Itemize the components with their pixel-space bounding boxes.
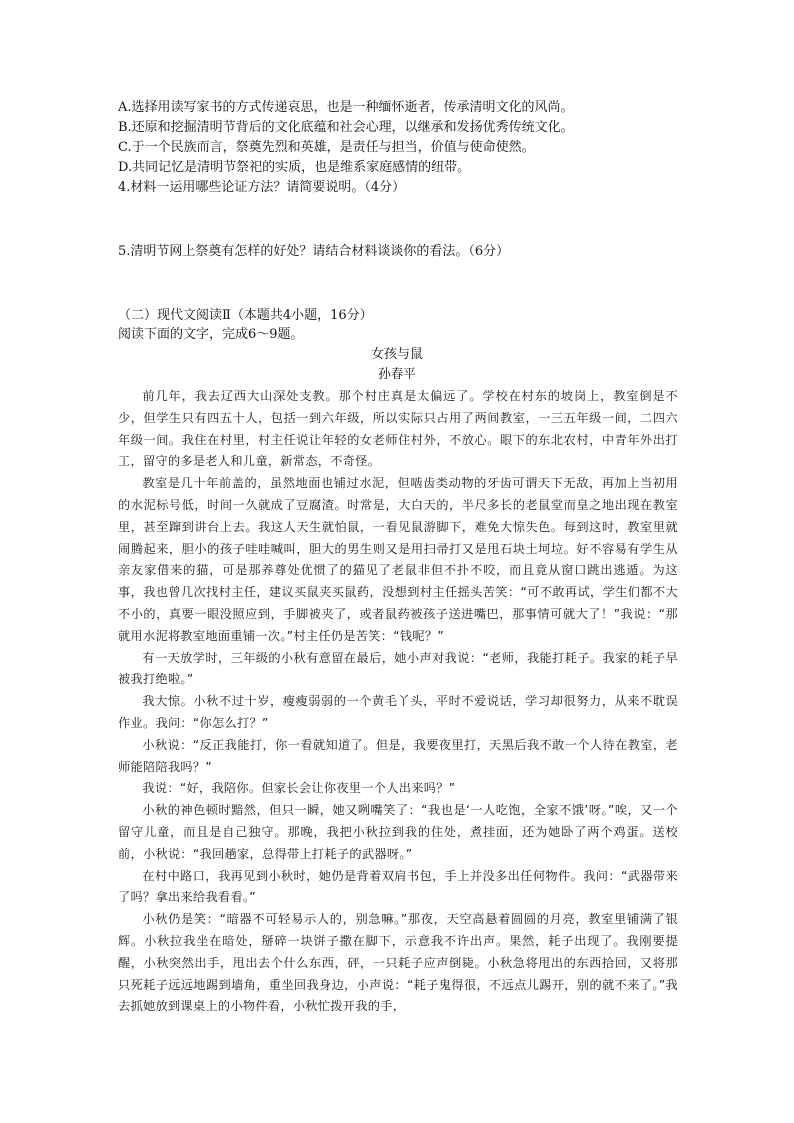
option-b: B.还原和挖掘清明节背后的文化底蕴和社会心理，以继承和发扬优秀传统文化。: [118, 120, 574, 135]
story-paragraph-6: 我说：“好，我陪你。但家长会让你夜里一个人出来吗？”: [142, 781, 456, 796]
story-paragraph-2: 教室是几十年前盖的，虽然地面也铺过水泥，但啮齿类动物的牙齿可谓天下无敌，再加上当初用的水泥标号低，时间一久就成了豆腐渣。时常是，大白天的，半尺多长的老鼠堂而皇之地出现在教室里，甚至蹿到讲台上去。我这人天生就怕鼠，一看见鼠游脚下，难免大惊失色。每到这时，教室里就闹腾起来，胆小的孩子哇哇喊叫，胆大的男生则又是用扫帚打又是甩石块土坷垃。好不容易有学生从亲友家借来的猫，可是那养尊处优惯了的猫见了老鼠非但不扑不咬，而且竟从窗口跳出逃遁。为这事，我也曾几次找村主任，建议买鼠夹买鼠药，没想到村主任摇头苦笑：“可不敢再试，学生们都不大不小的，真要一眼没照应到，手脚被夹了，或者鼠药被孩子送进嘴巴，那事情可就大了！”我说：“那就用水泥将教室地面重铺一次。”村主任仍是苦笑：“钱呢？”: [118, 476, 678, 643]
story-paragraph-4: 我大惊。小秋不过十岁，瘦瘦弱弱的一个黄毛丫头，平时不爱说话，学习却很努力，从来不耽误作业。我问：“你怎么打？”: [118, 694, 678, 730]
section-heading: （二）现代文阅读Ⅱ（本题共4小题，16分）: [118, 308, 373, 323]
story-paragraph-8: 在村中路口，我再见到小秋时，她仍是背着双肩书包，手上并没多出任何物件。我问：“武器带来了吗？拿出来给我看看。”: [118, 868, 678, 905]
story-title: 女孩与鼠: [370, 347, 423, 362]
question-5: 5.清明节网上祭奠有怎样的好处？请结合材料谈谈你的看法。（6分）: [118, 244, 510, 259]
option-d: D.共同记忆是清明节祭祀的实质，也是维系家庭感情的纽带。: [118, 160, 471, 175]
story-paragraph-5: 小秋说：“反正我能打，你一看就知道了。但是，我要夜里打，天黑后我不敢一个人待在教室，老师能陪陪我吗？”: [118, 737, 678, 774]
story-paragraph-9: 小秋仍是笑：“暗器不可轻易示人的，别急嘛。”那夜，天空高悬着圆圆的月亮，教室里铺满了银辉。小秋拉我坐在暗处，掰碎一块饼子撒在脚下，示意我不许出声。果然，耗子出现了。我刚要提醒，小秋突然出手，甩出去个什么东西，砰，一只耗子应声倒毙。小秋急将甩出的东西拾回，又将那只死耗子远远地踢到墙角，重坐回我身边，小声说：“耗子鬼得很，不远点儿踢开，别的就不来了。”我去抓她放到课桌上的小物件看，小秋忙拨开我的手，: [118, 912, 678, 1014]
story-paragraph-7: 小秋的神色顿时黯然，但只一瞬，她又咧嘴笑了：“我也是‘一人吃饱，全家不饿’呀。”唉，又一个留守儿童，而且是自己独守。那晚，我把小秋拉到我的住处，煮挂面，还为她卧了两个鸡蛋。送校前，小秋说：“我回趟家，总得带上打耗子的武器呀。”: [118, 803, 678, 861]
section-instruction: 阅读下面的文字，完成6～9题。: [118, 327, 304, 342]
question-4: 4.材料一运用哪些论证方法？请简要说明。（4分）: [118, 180, 406, 195]
story-paragraph-3: 有一天放学时，三年级的小秋有意留在最后，她小声对我说：“老师，我能打耗子。我家的耗子早被我打绝啦。”: [118, 650, 678, 687]
option-a: A.选择用读写家书的方式传递哀思，也是一种缅怀逝者，传承清明文化的风尚。: [118, 100, 574, 115]
story-paragraph-1: 前几年，我去辽西大山深处支教。那个村庄真是太偏远了。学校在村东的坡岗上，教室倒是不少，但学生只有四五十人，包括一到六年级，所以实际只占用了两间教室，一三五年级一间，二四六年级一间。我住在村里，村主任说让年轻的女老师住村外，不放心。眼下的东北农村，中青年外出打工，留守的多是老人和儿童，新常态，不奇怪。: [118, 389, 678, 469]
story-body: [118, 386, 678, 1018]
story-author: 孙春平: [378, 366, 416, 381]
option-c: C.于一个民族而言，祭奠先烈和英雄，是责任与担当，价值与使命使然。: [118, 140, 535, 155]
